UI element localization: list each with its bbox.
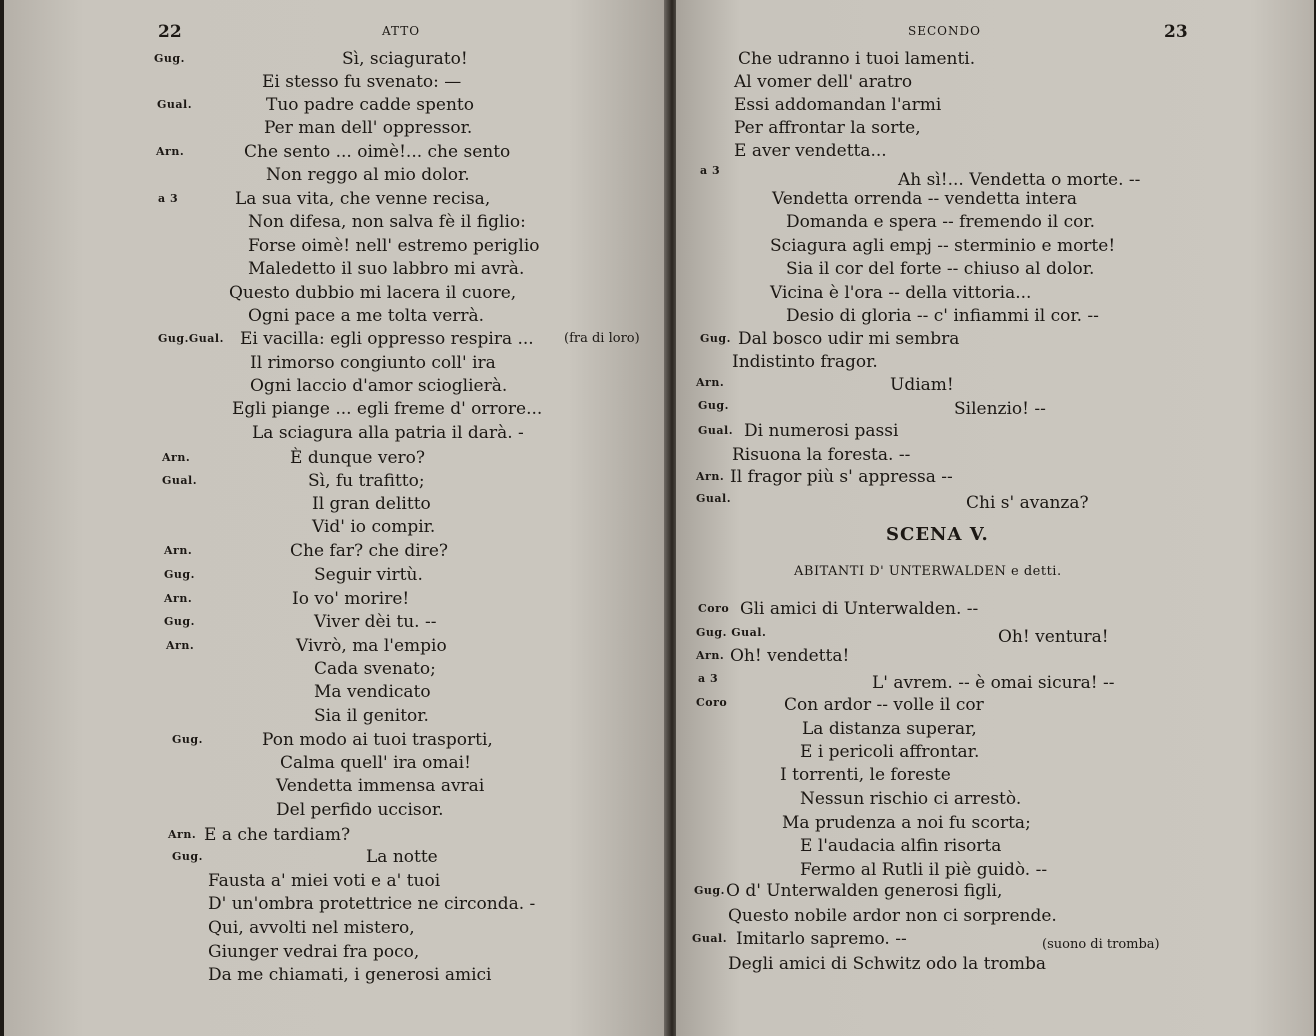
speaker: Coro [698,602,730,615]
speaker: Gug. [172,733,203,746]
speaker: Gug. [700,332,731,345]
verse-line: Per man dell' oppressor. [264,118,473,138]
speaker: a 3 [698,672,719,685]
verse-line: Seguir virtù. [314,565,423,585]
speaker: Arn. [168,828,197,841]
verse-line: Che udranno i tuoi lamenti. [738,49,976,69]
verse-line: E aver vendetta... [734,141,887,161]
verse-line: Ogni pace a me tolta verrà. [248,306,485,326]
verse-line: Fausta a' miei voti e a' tuoi [208,871,441,891]
verse-line: Io vo' morire! [292,589,410,609]
speaker: Arn. [164,592,193,605]
speaker: Gual. [157,98,193,111]
verse-line: Con ardor -- volle il cor [784,695,984,715]
verse-line: Chi s' avanza? [966,493,1089,513]
verse-line: Cada svenato; [314,659,436,679]
verse-line: La sciagura alla patria il darà. - [252,423,524,443]
verse-line: Oh! ventura! [998,627,1109,647]
speaker: Gual. [692,932,728,945]
verse-line: Ei stesso fu svenato: — [262,72,462,92]
verse-line: L' avrem. -- è omai sicura! -- [872,673,1115,693]
verse-line: Che sento ... oimè!... che sento [244,142,511,162]
verse-line: I torrenti, le foreste [780,765,951,785]
speaker: Arn. [696,649,725,662]
verse-line: Viver dèi tu. -- [314,612,437,632]
verse-line: Fermo al Rutli il piè guidò. -- [800,860,1048,880]
verse-line: O d' Unterwalden generosi figli, [726,881,1003,901]
verse-line: Questo dubbio mi lacera il cuore, [229,283,517,303]
running-head: SECONDO [908,24,981,38]
verse-line: Maledetto il suo labbro mi avrà. [248,259,525,279]
verse-line: Essi addomandan l'armi [734,95,942,115]
page-number: 22 [158,22,182,42]
speaker: Arn. [696,470,725,483]
verse-line: Che far? che dire? [290,541,449,561]
verse-line: Giunger vedrai fra poco, [208,942,420,962]
verse-line: Oh! vendetta! [730,646,850,666]
verse-line: Vendetta immensa avrai [276,776,485,796]
verse-line: E l'audacia alfin risorta [800,836,1002,856]
speaker: Coro [696,696,728,709]
verse-line: Risuona la foresta. -- [732,445,911,465]
verse-line: Il gran delitto [312,494,431,514]
verse-line: Ogni laccio d'amor scioglierà. [250,376,508,396]
verse-line: Vivrò, ma l'empio [296,636,447,656]
verse-line: Egli piange ... egli freme d' orrore... [232,399,543,419]
verse-line: Forse oimè! nell' estremo periglio [248,236,540,256]
speaker: Arn. [166,639,195,652]
verse-line: È dunque vero? [290,448,426,468]
verse-line: Domanda e spera -- fremendo il cor. [786,212,1096,232]
verse-line: Qui, avvolti nel mistero, [208,918,415,938]
verse-line: E a che tardiam? [204,825,351,845]
speaker: Arn. [162,451,191,464]
verse-line: D' un'ombra protettrice ne circonda. - [208,894,536,914]
verse-line: La distanza superar, [802,719,977,739]
verse-line: Degli amici di Schwitz odo la tromba [728,954,1046,974]
verse-line: Il fragor più s' appressa -- [730,467,953,487]
verse-line: Al vomer dell' aratro [734,72,913,92]
verse-line: Imitarlo sapremo. -- [736,929,907,949]
verse-line: Pon modo ai tuoi trasporti, [262,730,493,750]
verse-line: Non difesa, non salva fè il figlio: [248,212,526,232]
speaker: a 3 [700,164,721,177]
verse-line: Sia il cor del forte -- chiuso al dolor. [786,259,1095,279]
verse-line: Tuo padre cadde spento [266,95,474,115]
verse-line: Calma quell' ira omai! [280,753,471,773]
speaker: Gug. Gual. [696,626,767,639]
verse-line: Sì, fu trafitto; [308,471,425,491]
verse-line: Sciagura agli empj -- sterminio e morte! [770,236,1116,256]
speaker: Arn. [156,145,185,158]
scene-title: SCENA V. [886,524,989,545]
speaker: Gug. [164,615,195,628]
verse-line: Dal bosco udir mi sembra [738,329,960,349]
verse-line: Da me chiamati, i generosi amici [208,965,492,985]
speaker: Gual. [696,492,732,505]
speaker: Gug. [172,850,203,863]
scene-subtitle: ABITANTI D' UNTERWALDEN e detti. [794,564,1062,579]
speaker: Gug. [154,52,185,65]
verse-line: Sia il genitor. [314,706,429,726]
speaker: Arn. [696,376,725,389]
stage-direction: (fra di loro) [564,331,640,346]
speaker: Gual. [162,474,198,487]
speaker: Gug. [164,568,195,581]
verse-line: Gli amici di Unterwalden. -- [740,599,979,619]
verse-line: Udiam! [890,375,954,395]
verse-line: Nessun rischio ci arrestò. [800,789,1022,809]
stage-direction: (suono di tromba) [1042,937,1160,952]
verse-line: Ma prudenza a noi fu scorta; [782,813,1031,833]
verse-line: Ei vacilla: egli oppresso respira ... [240,329,534,349]
verse-line: Vid' io compir. [312,517,436,537]
verse-line: E i pericoli affrontar. [800,742,980,762]
verse-line: Del perfido uccisor. [276,800,444,820]
verse-line: La notte [366,847,438,867]
verse-line: Ma vendicato [314,682,431,702]
speaker: Gug. [694,884,725,897]
verse-line: Desio di gloria -- c' infiammi il cor. -- [786,306,1099,326]
speaker: a 3 [158,192,179,205]
verse-line: Vicina è l'ora -- della vittoria... [770,283,1032,303]
page-number: 23 [1164,22,1188,42]
speaker: Gug. [698,399,729,412]
speaker: Arn. [164,544,193,557]
verse-line: Ah sì!... Vendetta o morte. -- [898,170,1141,190]
verse-line: Indistinto fragor. [732,352,878,372]
speaker: Gug.Gual. [158,332,224,345]
verse-line: Per affrontar la sorte, [734,118,921,138]
verse-line: Sì, sciagurato! [342,49,468,69]
verse-line: Di numerosi passi [744,421,899,441]
verse-line: La sua vita, che venne recisa, [235,189,491,209]
verse-line: Vendetta orrenda -- vendetta intera [772,189,1077,209]
verse-line: Non reggo al mio dolor. [266,165,470,185]
verse-line: Questo nobile ardor non ci sorprende. [728,906,1057,926]
running-head: ATTO [382,24,421,38]
right-page [676,0,1314,1036]
left-page [4,0,668,1036]
speaker: Gual. [698,424,734,437]
verse-line: Silenzio! -- [954,399,1046,419]
verse-line: Il rimorso congiunto coll' ira [250,353,496,373]
